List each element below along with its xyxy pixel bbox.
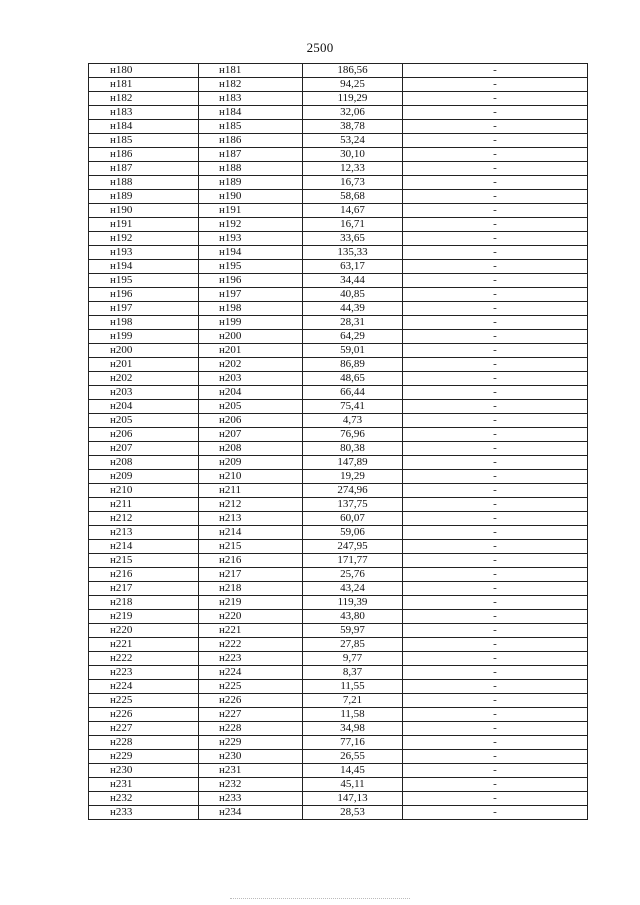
- distance-cell: 247,95: [303, 540, 403, 554]
- distance-cell: 34,44: [303, 274, 403, 288]
- from-point-cell: н201: [89, 358, 199, 372]
- note-cell: -: [403, 778, 588, 792]
- note-cell: -: [403, 260, 588, 274]
- to-point-cell: н186: [199, 134, 303, 148]
- from-point-cell: н219: [89, 610, 199, 624]
- to-point-cell: н224: [199, 666, 303, 680]
- table-row: [89, 204, 588, 218]
- distance-cell: 11,58: [303, 708, 403, 722]
- distance-cell: 186,56: [303, 64, 403, 78]
- table-row: [89, 764, 588, 778]
- to-point-cell: н227: [199, 708, 303, 722]
- to-point-cell: н198: [199, 302, 303, 316]
- note-cell: -: [403, 694, 588, 708]
- table-row: [89, 680, 588, 694]
- note-cell: -: [403, 638, 588, 652]
- table-row: [89, 428, 588, 442]
- table-row: [89, 372, 588, 386]
- to-point-cell: н188: [199, 162, 303, 176]
- note-cell: -: [403, 274, 588, 288]
- note-cell: -: [403, 540, 588, 554]
- to-point-cell: н225: [199, 680, 303, 694]
- from-point-cell: н204: [89, 400, 199, 414]
- table-row: [89, 246, 588, 260]
- to-point-cell: н222: [199, 638, 303, 652]
- table-row: [89, 498, 588, 512]
- table-row: [89, 106, 588, 120]
- from-point-cell: н233: [89, 806, 199, 820]
- note-cell: -: [403, 232, 588, 246]
- table-row: [89, 232, 588, 246]
- distance-cell: 43,80: [303, 610, 403, 624]
- note-cell: -: [403, 736, 588, 750]
- note-cell: -: [403, 330, 588, 344]
- boundary-points-table: [88, 63, 588, 820]
- from-point-cell: н200: [89, 344, 199, 358]
- to-point-cell: н217: [199, 568, 303, 582]
- note-cell: -: [403, 358, 588, 372]
- to-point-cell: н195: [199, 260, 303, 274]
- from-point-cell: н207: [89, 442, 199, 456]
- distance-cell: 34,98: [303, 722, 403, 736]
- distance-cell: 44,39: [303, 302, 403, 316]
- table-row: [89, 582, 588, 596]
- distance-cell: 59,06: [303, 526, 403, 540]
- distance-cell: 45,11: [303, 778, 403, 792]
- note-cell: -: [403, 134, 588, 148]
- table-row: [89, 92, 588, 106]
- from-point-cell: н230: [89, 764, 199, 778]
- distance-cell: 19,29: [303, 470, 403, 484]
- from-point-cell: н186: [89, 148, 199, 162]
- table-row: [89, 470, 588, 484]
- note-cell: -: [403, 148, 588, 162]
- distance-cell: 25,76: [303, 568, 403, 582]
- to-point-cell: н210: [199, 470, 303, 484]
- distance-cell: 14,67: [303, 204, 403, 218]
- table-row: [89, 624, 588, 638]
- distance-cell: 7,21: [303, 694, 403, 708]
- table-row: [89, 568, 588, 582]
- to-point-cell: н229: [199, 736, 303, 750]
- from-point-cell: н228: [89, 736, 199, 750]
- to-point-cell: н203: [199, 372, 303, 386]
- distance-cell: 135,33: [303, 246, 403, 260]
- distance-cell: 80,38: [303, 442, 403, 456]
- to-point-cell: н200: [199, 330, 303, 344]
- to-point-cell: н212: [199, 498, 303, 512]
- to-point-cell: н191: [199, 204, 303, 218]
- note-cell: -: [403, 316, 588, 330]
- note-cell: -: [403, 666, 588, 680]
- distance-cell: 16,73: [303, 176, 403, 190]
- from-point-cell: н211: [89, 498, 199, 512]
- note-cell: -: [403, 554, 588, 568]
- note-cell: -: [403, 162, 588, 176]
- note-cell: -: [403, 456, 588, 470]
- from-point-cell: н187: [89, 162, 199, 176]
- table-row: [89, 512, 588, 526]
- to-point-cell: н220: [199, 610, 303, 624]
- to-point-cell: н228: [199, 722, 303, 736]
- distance-cell: 53,24: [303, 134, 403, 148]
- note-cell: -: [403, 204, 588, 218]
- distance-cell: 4,73: [303, 414, 403, 428]
- distance-cell: 119,29: [303, 92, 403, 106]
- note-cell: -: [403, 610, 588, 624]
- to-point-cell: н201: [199, 344, 303, 358]
- from-point-cell: н223: [89, 666, 199, 680]
- from-point-cell: н224: [89, 680, 199, 694]
- from-point-cell: н180: [89, 64, 199, 78]
- table-row: [89, 176, 588, 190]
- note-cell: -: [403, 414, 588, 428]
- from-point-cell: н225: [89, 694, 199, 708]
- from-point-cell: н205: [89, 414, 199, 428]
- from-point-cell: н192: [89, 232, 199, 246]
- note-cell: -: [403, 120, 588, 134]
- table-row: [89, 134, 588, 148]
- table-row: [89, 148, 588, 162]
- note-cell: -: [403, 498, 588, 512]
- from-point-cell: н213: [89, 526, 199, 540]
- from-point-cell: н217: [89, 582, 199, 596]
- distance-cell: 9,77: [303, 652, 403, 666]
- distance-cell: 16,71: [303, 218, 403, 232]
- note-cell: -: [403, 372, 588, 386]
- from-point-cell: н199: [89, 330, 199, 344]
- from-point-cell: н222: [89, 652, 199, 666]
- distance-cell: 119,39: [303, 596, 403, 610]
- from-point-cell: н227: [89, 722, 199, 736]
- to-point-cell: н211: [199, 484, 303, 498]
- table-row: [89, 792, 588, 806]
- distance-cell: 12,33: [303, 162, 403, 176]
- table-row: [89, 414, 588, 428]
- note-cell: -: [403, 176, 588, 190]
- to-point-cell: н221: [199, 624, 303, 638]
- distance-cell: 28,53: [303, 806, 403, 820]
- to-point-cell: н192: [199, 218, 303, 232]
- to-point-cell: н193: [199, 232, 303, 246]
- table-row: [89, 694, 588, 708]
- to-point-cell: н232: [199, 778, 303, 792]
- distance-cell: 77,16: [303, 736, 403, 750]
- from-point-cell: н209: [89, 470, 199, 484]
- table-row: [89, 190, 588, 204]
- table-row: [89, 162, 588, 176]
- from-point-cell: н181: [89, 78, 199, 92]
- table-row: [89, 652, 588, 666]
- distance-cell: 11,55: [303, 680, 403, 694]
- to-point-cell: н209: [199, 456, 303, 470]
- note-cell: -: [403, 190, 588, 204]
- to-point-cell: н196: [199, 274, 303, 288]
- table-row: [89, 456, 588, 470]
- from-point-cell: н189: [89, 190, 199, 204]
- from-point-cell: н196: [89, 288, 199, 302]
- distance-cell: 40,85: [303, 288, 403, 302]
- table-row: [89, 288, 588, 302]
- table-row: [89, 344, 588, 358]
- note-cell: -: [403, 218, 588, 232]
- note-cell: -: [403, 624, 588, 638]
- distance-cell: 63,17: [303, 260, 403, 274]
- note-cell: -: [403, 792, 588, 806]
- to-point-cell: н207: [199, 428, 303, 442]
- note-cell: -: [403, 92, 588, 106]
- from-point-cell: н190: [89, 204, 199, 218]
- table-row: [89, 708, 588, 722]
- from-point-cell: н226: [89, 708, 199, 722]
- to-point-cell: н182: [199, 78, 303, 92]
- distance-cell: 38,78: [303, 120, 403, 134]
- from-point-cell: н212: [89, 512, 199, 526]
- from-point-cell: н195: [89, 274, 199, 288]
- to-point-cell: н214: [199, 526, 303, 540]
- from-point-cell: н197: [89, 302, 199, 316]
- note-cell: -: [403, 806, 588, 820]
- from-point-cell: н218: [89, 596, 199, 610]
- to-point-cell: н204: [199, 386, 303, 400]
- distance-cell: 33,65: [303, 232, 403, 246]
- from-point-cell: н214: [89, 540, 199, 554]
- note-cell: -: [403, 106, 588, 120]
- distance-cell: 171,77: [303, 554, 403, 568]
- note-cell: -: [403, 400, 588, 414]
- distance-cell: 43,24: [303, 582, 403, 596]
- table-row: [89, 526, 588, 540]
- distance-cell: 28,31: [303, 316, 403, 330]
- note-cell: -: [403, 484, 588, 498]
- to-point-cell: н187: [199, 148, 303, 162]
- from-point-cell: н185: [89, 134, 199, 148]
- table-row: [89, 610, 588, 624]
- from-point-cell: н220: [89, 624, 199, 638]
- table-row: [89, 386, 588, 400]
- table-body: [89, 64, 588, 820]
- distance-cell: 66,44: [303, 386, 403, 400]
- table-row: [89, 778, 588, 792]
- note-cell: -: [403, 750, 588, 764]
- from-point-cell: н198: [89, 316, 199, 330]
- from-point-cell: н206: [89, 428, 199, 442]
- note-cell: -: [403, 302, 588, 316]
- note-cell: -: [403, 708, 588, 722]
- to-point-cell: н213: [199, 512, 303, 526]
- note-cell: -: [403, 652, 588, 666]
- from-point-cell: н188: [89, 176, 199, 190]
- distance-cell: 137,75: [303, 498, 403, 512]
- bottom-divider: [230, 898, 410, 899]
- from-point-cell: н202: [89, 372, 199, 386]
- to-point-cell: н230: [199, 750, 303, 764]
- table-row: [89, 806, 588, 820]
- note-cell: -: [403, 596, 588, 610]
- to-point-cell: н216: [199, 554, 303, 568]
- distance-cell: 8,37: [303, 666, 403, 680]
- distance-cell: 76,96: [303, 428, 403, 442]
- to-point-cell: н218: [199, 582, 303, 596]
- table-row: [89, 540, 588, 554]
- note-cell: -: [403, 512, 588, 526]
- table-row: [89, 120, 588, 134]
- from-point-cell: н215: [89, 554, 199, 568]
- to-point-cell: н205: [199, 400, 303, 414]
- table-row: [89, 218, 588, 232]
- to-point-cell: н208: [199, 442, 303, 456]
- table-row: [89, 274, 588, 288]
- from-point-cell: н184: [89, 120, 199, 134]
- from-point-cell: н216: [89, 568, 199, 582]
- distance-cell: 147,13: [303, 792, 403, 806]
- to-point-cell: н219: [199, 596, 303, 610]
- table-row: [89, 64, 588, 78]
- distance-cell: 59,01: [303, 344, 403, 358]
- to-point-cell: н197: [199, 288, 303, 302]
- distance-cell: 32,06: [303, 106, 403, 120]
- table-row: [89, 302, 588, 316]
- table-row: [89, 484, 588, 498]
- distance-cell: 75,41: [303, 400, 403, 414]
- to-point-cell: н206: [199, 414, 303, 428]
- page-number: 2500: [306, 40, 334, 55]
- table-row: [89, 442, 588, 456]
- to-point-cell: н234: [199, 806, 303, 820]
- to-point-cell: н190: [199, 190, 303, 204]
- from-point-cell: н231: [89, 778, 199, 792]
- note-cell: -: [403, 344, 588, 358]
- note-cell: -: [403, 442, 588, 456]
- to-point-cell: н184: [199, 106, 303, 120]
- note-cell: -: [403, 582, 588, 596]
- to-point-cell: н202: [199, 358, 303, 372]
- table-row: [89, 330, 588, 344]
- distance-cell: 14,45: [303, 764, 403, 778]
- table-row: [89, 554, 588, 568]
- to-point-cell: н189: [199, 176, 303, 190]
- note-cell: -: [403, 428, 588, 442]
- from-point-cell: н183: [89, 106, 199, 120]
- from-point-cell: н203: [89, 386, 199, 400]
- table-row: [89, 722, 588, 736]
- distance-cell: 26,55: [303, 750, 403, 764]
- from-point-cell: н221: [89, 638, 199, 652]
- note-cell: -: [403, 680, 588, 694]
- distance-cell: 147,89: [303, 456, 403, 470]
- to-point-cell: н223: [199, 652, 303, 666]
- note-cell: -: [403, 764, 588, 778]
- distance-cell: 58,68: [303, 190, 403, 204]
- distance-cell: 60,07: [303, 512, 403, 526]
- to-point-cell: н183: [199, 92, 303, 106]
- from-point-cell: н208: [89, 456, 199, 470]
- distance-cell: 274,96: [303, 484, 403, 498]
- table-row: [89, 666, 588, 680]
- to-point-cell: н199: [199, 316, 303, 330]
- table-row: [89, 400, 588, 414]
- distance-cell: 30,10: [303, 148, 403, 162]
- to-point-cell: н185: [199, 120, 303, 134]
- note-cell: -: [403, 470, 588, 484]
- note-cell: -: [403, 78, 588, 92]
- to-point-cell: н226: [199, 694, 303, 708]
- table-row: [89, 316, 588, 330]
- distance-cell: 27,85: [303, 638, 403, 652]
- note-cell: -: [403, 288, 588, 302]
- to-point-cell: н215: [199, 540, 303, 554]
- table-row: [89, 260, 588, 274]
- table-row: [89, 750, 588, 764]
- from-point-cell: н232: [89, 792, 199, 806]
- note-cell: -: [403, 386, 588, 400]
- from-point-cell: н210: [89, 484, 199, 498]
- note-cell: -: [403, 64, 588, 78]
- note-cell: -: [403, 722, 588, 736]
- distance-cell: 94,25: [303, 78, 403, 92]
- to-point-cell: н194: [199, 246, 303, 260]
- note-cell: -: [403, 246, 588, 260]
- table-row: [89, 78, 588, 92]
- from-point-cell: н193: [89, 246, 199, 260]
- to-point-cell: н231: [199, 764, 303, 778]
- table-row: [89, 596, 588, 610]
- to-point-cell: н181: [199, 64, 303, 78]
- note-cell: -: [403, 526, 588, 540]
- distance-cell: 86,89: [303, 358, 403, 372]
- from-point-cell: н182: [89, 92, 199, 106]
- from-point-cell: н194: [89, 260, 199, 274]
- from-point-cell: н191: [89, 218, 199, 232]
- distance-cell: 64,29: [303, 330, 403, 344]
- note-cell: -: [403, 568, 588, 582]
- from-point-cell: н229: [89, 750, 199, 764]
- distance-cell: 48,65: [303, 372, 403, 386]
- table-row: [89, 736, 588, 750]
- distance-cell: 59,97: [303, 624, 403, 638]
- table-row: [89, 638, 588, 652]
- to-point-cell: н233: [199, 792, 303, 806]
- table-row: [89, 358, 588, 372]
